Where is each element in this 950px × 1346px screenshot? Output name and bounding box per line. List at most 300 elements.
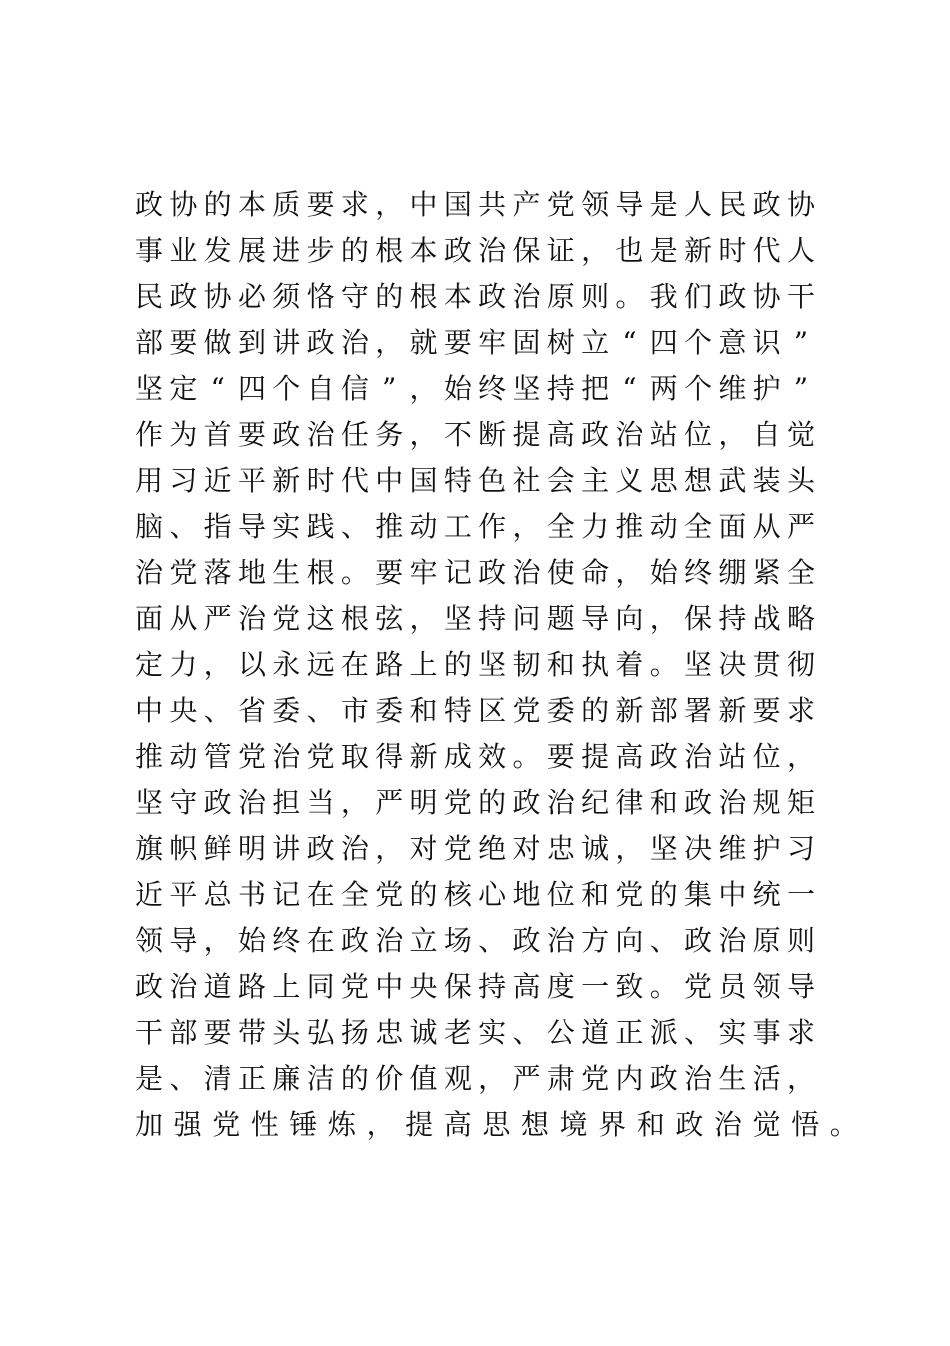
text-char: 治 <box>237 786 266 819</box>
text-char: 度 <box>546 970 575 1003</box>
text-char: 信 <box>340 372 369 405</box>
text-char: 四 <box>649 326 678 359</box>
text-char: 导 <box>237 510 266 543</box>
text-char: ， <box>375 832 404 865</box>
text-char: 上 <box>409 648 438 681</box>
text-char: 导 <box>581 602 610 635</box>
text-char: 想 <box>684 464 713 497</box>
text-char: 紧 <box>752 556 781 589</box>
text-char: 党 <box>306 740 335 773</box>
text-char: 着 <box>615 648 644 681</box>
text-char: 诚 <box>409 1016 438 1049</box>
text-char: 政 <box>169 280 198 313</box>
text-char: 主 <box>581 464 610 497</box>
text-char: 时 <box>718 234 747 267</box>
text-char: 正 <box>615 1016 644 1049</box>
text-char: 为 <box>169 418 198 451</box>
text-char: 、 <box>203 694 232 727</box>
text-char: 政 <box>306 326 335 359</box>
text-char: 代 <box>340 464 369 497</box>
text-char: ， <box>649 602 678 635</box>
text-char: 贯 <box>752 648 781 681</box>
text-char: 作 <box>478 510 507 543</box>
text-char: 的 <box>375 280 404 313</box>
text-char: 牢 <box>409 556 438 589</box>
text-char: 作 <box>135 418 164 451</box>
text-char: 工 <box>443 510 472 543</box>
text-char: 守 <box>340 280 369 313</box>
text-char: 诚 <box>581 832 610 865</box>
text-char: 本 <box>443 280 472 313</box>
text-char: 统 <box>752 878 781 911</box>
text-char: 领 <box>581 188 610 221</box>
text-char: 保 <box>512 234 541 267</box>
text-line <box>135 596 815 642</box>
text-char: 保 <box>684 602 713 635</box>
text-char: 动 <box>169 740 198 773</box>
text-char: 立 <box>581 326 610 359</box>
text-char: 炼 <box>327 1108 356 1141</box>
text-char: 远 <box>306 648 335 681</box>
text-char: 的 <box>203 188 232 221</box>
text-char: 绷 <box>718 556 747 589</box>
text-char: 强 <box>173 1108 202 1141</box>
text-char: 向 <box>615 924 644 957</box>
text-char: 彻 <box>786 648 815 681</box>
text-char: 党 <box>512 694 541 727</box>
text-char: 问 <box>512 602 541 635</box>
text-char: ， <box>718 418 747 451</box>
text-char: 始 <box>443 372 472 405</box>
text-char: 道 <box>203 970 232 1003</box>
text-char: 在 <box>306 924 335 957</box>
text-char: 治 <box>237 602 266 635</box>
text-char: 本 <box>409 234 438 267</box>
text-char: 协 <box>752 280 781 313</box>
text-char: ， <box>375 188 404 221</box>
text-char: 、 <box>169 1062 198 1095</box>
text-char: 我 <box>649 280 678 313</box>
text-char: 治 <box>272 740 301 773</box>
text-char: 政 <box>203 786 232 819</box>
text-char: 须 <box>272 280 301 313</box>
text-char: 律 <box>615 786 644 819</box>
text-char: 民 <box>135 280 164 313</box>
text-char: 习 <box>786 832 815 865</box>
text-char: ， <box>512 510 541 543</box>
text-char: 中 <box>375 970 404 1003</box>
text-char: 终 <box>478 372 507 405</box>
text-line <box>135 228 815 274</box>
text-char: 署 <box>684 694 713 727</box>
text-char: 生 <box>272 556 301 589</box>
text-char: 帜 <box>169 832 198 865</box>
text-char: 治 <box>375 924 404 957</box>
text-char: 讲 <box>272 832 301 865</box>
text-char: 和 <box>546 648 575 681</box>
text-line <box>135 274 815 320</box>
text-char: 识 <box>752 326 781 359</box>
text-char: 和 <box>636 1108 665 1141</box>
text-char: 中 <box>375 464 404 497</box>
text-char: 明 <box>237 832 266 865</box>
text-char: 扬 <box>340 1016 369 1049</box>
text-char: 内 <box>615 1062 644 1095</box>
text-char: 记 <box>443 556 472 589</box>
text-char: “ <box>622 372 637 405</box>
text-char: 头 <box>272 1016 301 1049</box>
text-line <box>135 1056 815 1102</box>
text-char: 。 <box>829 1108 858 1141</box>
text-char: 路 <box>237 970 266 1003</box>
text-char: 坚 <box>649 832 678 865</box>
text-char: 政 <box>581 418 610 451</box>
text-char: 、 <box>169 510 198 543</box>
text-char: 政 <box>306 832 335 865</box>
text-char: 政 <box>684 924 713 957</box>
text-char: 务 <box>375 418 404 451</box>
text-char: 心 <box>478 878 507 911</box>
text-char: 实 <box>272 510 301 543</box>
text-line <box>135 1010 815 1056</box>
text-char: 人 <box>684 188 713 221</box>
text-char: 央 <box>409 970 438 1003</box>
text-char: 做 <box>203 326 232 359</box>
text-char: 用 <box>135 464 164 497</box>
text-char: 政 <box>649 740 678 773</box>
text-char: 治 <box>615 418 644 451</box>
text-char: 断 <box>478 418 507 451</box>
text-char: 脑 <box>135 510 164 543</box>
text-char: ， <box>615 556 644 589</box>
text-char: ， <box>366 1108 395 1141</box>
text-char: 管 <box>203 740 232 773</box>
text-char: 近 <box>135 878 164 911</box>
text-line <box>135 688 815 734</box>
text-char: 恪 <box>306 280 335 313</box>
text-char: 产 <box>512 188 541 221</box>
text-char: 求 <box>786 1016 815 1049</box>
text-char: 得 <box>375 740 404 773</box>
text-line <box>135 550 815 596</box>
text-char: 必 <box>237 280 266 313</box>
text-char: 严 <box>203 602 232 635</box>
text-char: 个 <box>272 372 301 405</box>
text-char: 价 <box>375 1062 404 1095</box>
text-char: 担 <box>272 786 301 819</box>
text-char: 则 <box>786 924 815 957</box>
text-char: 原 <box>752 924 781 957</box>
text-char: 进 <box>272 234 301 267</box>
text-char: 干 <box>135 1016 164 1049</box>
text-char: 从 <box>752 510 781 543</box>
text-char: 。 <box>649 648 678 681</box>
text-char: 践 <box>306 510 335 543</box>
text-char: 、 <box>649 924 678 957</box>
text-char: 要 <box>237 418 266 451</box>
text-char: 的 <box>340 1062 369 1095</box>
text-char: 永 <box>272 648 301 681</box>
text-char: 代 <box>752 234 781 267</box>
text-char: 规 <box>752 786 781 819</box>
text-char: 治 <box>713 1108 742 1141</box>
text-char: 中 <box>718 878 747 911</box>
text-char: 平 <box>237 464 266 497</box>
text-line <box>135 918 815 964</box>
text-char: 讲 <box>272 326 301 359</box>
text-char: 是 <box>649 188 678 221</box>
text-char: 位 <box>546 878 575 911</box>
text-char: 政 <box>684 786 713 819</box>
text-char: 和 <box>581 878 610 911</box>
text-char: 坚 <box>135 372 164 405</box>
text-char: 要 <box>203 1016 232 1049</box>
text-char: 护 <box>752 832 781 865</box>
text-char: 特 <box>443 464 472 497</box>
text-char: 协 <box>169 188 198 221</box>
text-char: 治 <box>718 924 747 957</box>
text-char: 命 <box>581 556 610 589</box>
text-char: 的 <box>649 878 678 911</box>
text-char: 一 <box>581 970 610 1003</box>
text-char: ， <box>478 1062 507 1095</box>
text-char: 员 <box>718 970 747 1003</box>
text-char: 方 <box>581 924 610 957</box>
text-char: 头 <box>786 464 815 497</box>
text-char: 把 <box>581 372 610 405</box>
text-char: 党 <box>443 786 472 819</box>
text-char: 政 <box>443 234 472 267</box>
text-char: 业 <box>169 234 198 267</box>
text-char: 国 <box>409 464 438 497</box>
text-char: 党 <box>684 970 713 1003</box>
text-char: 全 <box>786 556 815 589</box>
text-char: 记 <box>272 878 301 911</box>
text-char: 部 <box>169 1016 198 1049</box>
text-char: 落 <box>203 556 232 589</box>
text-char: 加 <box>135 1108 164 1141</box>
text-char: 政 <box>135 188 164 221</box>
text-char: 在 <box>306 878 335 911</box>
text-char: 党 <box>169 556 198 589</box>
text-char: 政 <box>512 924 541 957</box>
text-char: 老 <box>443 1016 472 1049</box>
text-char: 委 <box>546 694 575 727</box>
text-char: 持 <box>546 372 575 405</box>
text-char: 治 <box>718 786 747 819</box>
text-char: 始 <box>237 924 266 957</box>
text-char: 求 <box>340 188 369 221</box>
text-char: 省 <box>237 694 266 727</box>
text-char: 取 <box>340 740 369 773</box>
text-char: 牢 <box>478 326 507 359</box>
text-char: 洁 <box>306 1062 335 1095</box>
text-char: 、 <box>512 1016 541 1049</box>
text-char: 持 <box>478 970 507 1003</box>
text-char: 持 <box>718 602 747 635</box>
text-char: 性 <box>250 1108 279 1141</box>
text-char: 政 <box>649 1062 678 1095</box>
text-char: ” <box>382 372 397 405</box>
text-char: 政 <box>272 418 301 451</box>
text-char: 始 <box>649 556 678 589</box>
text-line <box>135 504 815 550</box>
text-char: 证 <box>546 234 575 267</box>
text-char: 治 <box>684 740 713 773</box>
text-char: 道 <box>581 1016 610 1049</box>
text-char: 悟 <box>791 1108 820 1141</box>
text-char: 高 <box>512 970 541 1003</box>
text-char: 两 <box>649 372 678 405</box>
text-char: ， <box>409 602 438 635</box>
text-char: 根 <box>306 556 335 589</box>
text-char: ， <box>340 786 369 819</box>
text-char: 实 <box>718 1016 747 1049</box>
text-char: “ <box>622 326 637 359</box>
text-char: 协 <box>203 280 232 313</box>
text-char: 质 <box>272 188 301 221</box>
text-char: 治 <box>512 556 541 589</box>
text-char: 则 <box>581 280 610 313</box>
text-char: 生 <box>718 1062 747 1095</box>
text-char: 到 <box>237 326 266 359</box>
text-char: 忠 <box>546 832 575 865</box>
text-line <box>135 964 815 1010</box>
text-char: 鲜 <box>203 832 232 865</box>
text-char: 旗 <box>135 832 164 865</box>
text-char: 坚 <box>684 648 713 681</box>
text-char: 坚 <box>512 372 541 405</box>
text-char: 这 <box>306 602 335 635</box>
text-char: 致 <box>615 970 644 1003</box>
text-char: 保 <box>443 970 472 1003</box>
text-char: 治 <box>169 970 198 1003</box>
text-char: ， <box>786 1062 815 1095</box>
text-char: 带 <box>237 1016 266 1049</box>
text-char: 推 <box>615 510 644 543</box>
text-char: 新 <box>684 234 713 267</box>
text-char: 略 <box>786 602 815 635</box>
text-char: 事 <box>752 1016 781 1049</box>
text-char: 效 <box>478 740 507 773</box>
text-char: 四 <box>237 372 266 405</box>
text-char: 导 <box>615 188 644 221</box>
text-char: 治 <box>478 234 507 267</box>
text-char: 部 <box>135 326 164 359</box>
text-char: 装 <box>752 464 781 497</box>
text-char: 思 <box>482 1108 511 1141</box>
text-char: 定 <box>169 372 198 405</box>
text-char: 。 <box>615 280 644 313</box>
text-char: 观 <box>443 1062 472 1095</box>
text-char: 。 <box>649 970 678 1003</box>
text-char: 思 <box>649 464 678 497</box>
text-char: 力 <box>169 648 198 681</box>
text-char: 治 <box>306 418 335 451</box>
text-char: 使 <box>546 556 575 589</box>
text-line <box>135 458 815 504</box>
text-char: 义 <box>615 464 644 497</box>
text-char: 提 <box>581 740 610 773</box>
body-text <box>135 182 858 1148</box>
text-line <box>135 734 815 780</box>
text-char: 导 <box>786 970 815 1003</box>
text-char: 公 <box>546 1016 575 1049</box>
text-char: 个 <box>684 326 713 359</box>
text-line <box>135 826 815 872</box>
text-char: 战 <box>752 602 781 635</box>
text-char: 中 <box>135 694 164 727</box>
text-char: 执 <box>581 648 610 681</box>
text-char: 区 <box>478 694 507 727</box>
text-char: 治 <box>340 832 369 865</box>
text-char: 绝 <box>478 832 507 865</box>
text-char: 觉 <box>752 1108 781 1141</box>
text-char: 推 <box>375 510 404 543</box>
text-char: 党 <box>546 188 575 221</box>
text-char: 政 <box>718 280 747 313</box>
text-char: 守 <box>169 786 198 819</box>
text-char: ， <box>375 326 404 359</box>
text-char: 持 <box>478 602 507 635</box>
text-char: 要 <box>306 188 335 221</box>
text-char: 全 <box>684 510 713 543</box>
text-char: 任 <box>340 418 369 451</box>
text-line <box>135 1102 858 1148</box>
text-char: 、 <box>684 1016 713 1049</box>
text-char: 锤 <box>289 1108 318 1141</box>
text-char: 委 <box>272 694 301 727</box>
text-char: 中 <box>409 188 438 221</box>
text-char: 特 <box>443 694 472 727</box>
text-char: 向 <box>615 602 644 635</box>
text-char: 成 <box>443 740 472 773</box>
text-char: 会 <box>546 464 575 497</box>
text-char: 觉 <box>786 418 815 451</box>
text-char: 领 <box>135 924 164 957</box>
text-char: 的 <box>409 878 438 911</box>
text-char: 严 <box>512 1062 541 1095</box>
text-char: 明 <box>409 786 438 819</box>
text-char: 部 <box>649 694 678 727</box>
text-char: 位 <box>752 740 781 773</box>
text-char: 动 <box>409 510 438 543</box>
text-char: 协 <box>786 188 815 221</box>
text-char: 、 <box>306 694 335 727</box>
text-char: 弘 <box>306 1016 335 1049</box>
text-char: 高 <box>443 1108 472 1141</box>
text-char: 要 <box>375 556 404 589</box>
text-char: 近 <box>203 464 232 497</box>
text-char: 政 <box>478 280 507 313</box>
text-line <box>135 642 815 688</box>
text-char: 一 <box>786 878 815 911</box>
text-char: 提 <box>405 1108 434 1141</box>
text-char: 全 <box>546 510 575 543</box>
text-char: 场 <box>443 924 472 957</box>
text-char: 地 <box>237 556 266 589</box>
text-char: 的 <box>581 694 610 727</box>
text-char: 干 <box>786 280 815 313</box>
text-char: 个 <box>684 372 713 405</box>
text-char: 事 <box>135 234 164 267</box>
text-char: 矩 <box>786 786 815 819</box>
text-char: 弦 <box>375 602 404 635</box>
text-char: 新 <box>272 464 301 497</box>
text-line <box>135 780 815 826</box>
text-char: 根 <box>409 280 438 313</box>
text-char: 治 <box>546 786 575 819</box>
